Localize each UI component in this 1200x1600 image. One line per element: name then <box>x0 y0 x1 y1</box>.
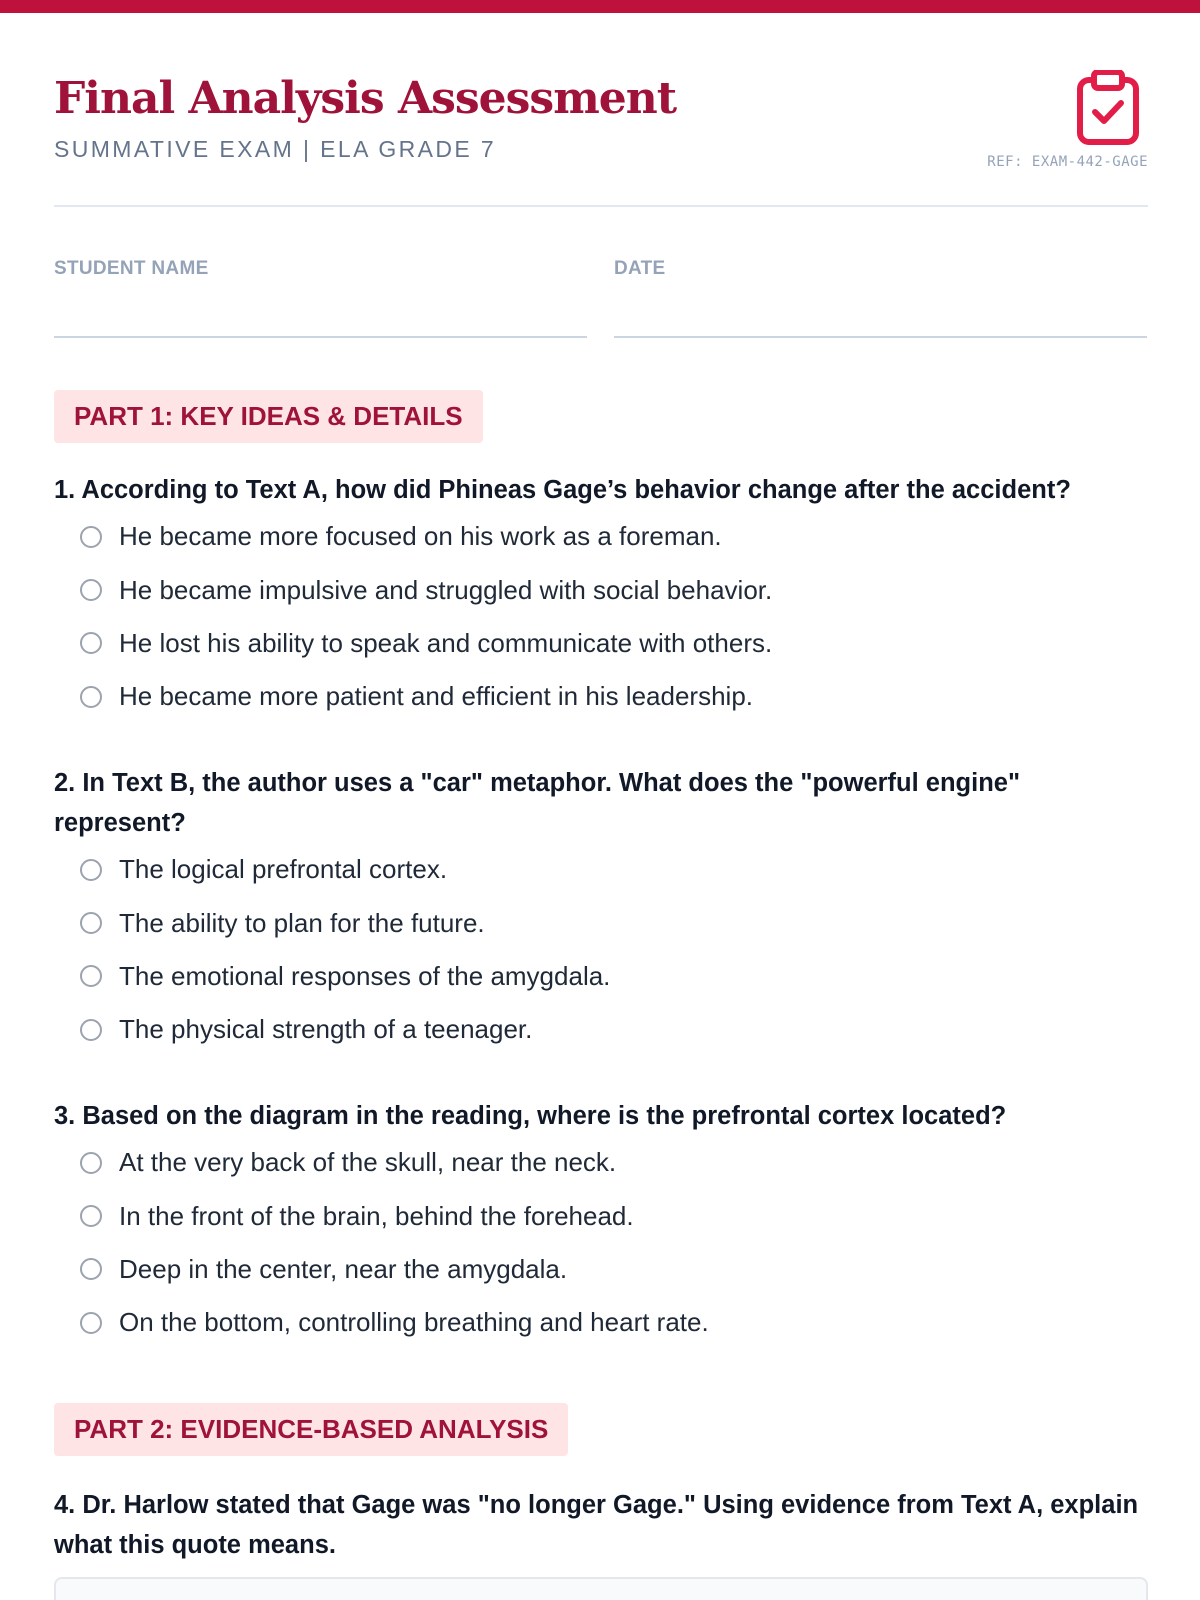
answer-options <box>54 843 1148 1057</box>
answer-option[interactable] <box>54 843 1148 896</box>
option-label: The logical prefrontal cortex. <box>119 854 448 885</box>
section-heading-part-1: PART 1: KEY IDEAS & DETAILS <box>54 390 483 443</box>
question-1 <box>54 470 1148 724</box>
radio-button[interactable] <box>80 1019 102 1041</box>
option-label: He lost his ability to speak and communicate with others. <box>119 627 773 658</box>
option-label: He became impulsive and struggled with social behavior. <box>119 574 773 605</box>
exam-subtitle: SUMMATIVE EXAM | ELA GRADE 7 <box>54 136 497 162</box>
radio-button[interactable] <box>80 1152 102 1174</box>
answer-option[interactable] <box>54 1189 1148 1242</box>
date-label: DATE <box>614 258 666 279</box>
option-label: At the very back of the skull, near the neck. <box>119 1147 617 1178</box>
question-text: 1. According to Text A, how did Phineas Gage’s behavior change after the accident? <box>54 476 1071 504</box>
answer-option[interactable] <box>54 950 1148 1003</box>
radio-button[interactable] <box>80 1312 102 1334</box>
option-label: The emotional responses of the amygdala. <box>119 960 611 991</box>
option-label: Deep in the center, near the amygdala. <box>119 1253 568 1284</box>
answer-option[interactable] <box>54 896 1148 949</box>
header-divider <box>54 205 1148 207</box>
answer-option[interactable] <box>54 510 1148 563</box>
answer-option[interactable] <box>54 1136 1148 1189</box>
question-2 <box>54 763 1148 1057</box>
radio-button[interactable] <box>80 1205 102 1227</box>
option-label: In the front of the brain, behind the forehead. <box>119 1200 634 1231</box>
radio-button[interactable] <box>80 579 102 601</box>
radio-button[interactable] <box>80 1258 102 1280</box>
answer-option[interactable] <box>54 563 1148 616</box>
option-label: The physical strength of a teenager. <box>119 1014 533 1045</box>
answer-option[interactable] <box>54 1243 1148 1296</box>
date-field[interactable] <box>614 258 1147 338</box>
option-label: The ability to plan for the future. <box>119 907 485 938</box>
radio-button[interactable] <box>80 965 102 987</box>
answer-option[interactable] <box>54 1296 1148 1349</box>
student-name-line[interactable] <box>54 336 587 338</box>
option-label: He became more focused on his work as a foreman. <box>119 521 722 552</box>
exam-header <box>54 66 1148 206</box>
answer-options <box>54 510 1148 724</box>
question-text: 2. In Text B, the author uses a "car" metaphor. What does the "powerful engine" represent? <box>54 769 1021 837</box>
question-3 <box>54 1096 1148 1350</box>
option-label: He became more patient and efficient in his leadership. <box>119 681 754 712</box>
radio-button[interactable] <box>80 912 102 934</box>
answer-options <box>54 1136 1148 1350</box>
radio-button[interactable] <box>80 859 102 881</box>
option-label: On the bottom, controlling breathing and heart rate. <box>119 1307 709 1338</box>
exam-reference-code: REF: EXAM-442-GAGE <box>987 154 1148 170</box>
page-title: Final Analysis Assessment <box>54 73 677 124</box>
radio-button[interactable] <box>80 686 102 708</box>
clipboard-check-icon <box>1076 70 1140 146</box>
question-text: 4. Dr. Harlow stated that Gage was "no longer Gage." Using evidence from Text A, explain what this quote means. <box>54 1491 1139 1559</box>
answer-option[interactable] <box>54 617 1148 670</box>
answer-option[interactable] <box>54 1003 1148 1056</box>
radio-button[interactable] <box>80 632 102 654</box>
top-accent-bar <box>0 0 1200 13</box>
answer-option[interactable] <box>54 670 1148 723</box>
question-4 <box>54 1485 1148 1565</box>
student-name-label: STUDENT NAME <box>54 258 209 279</box>
student-name-field[interactable] <box>54 258 587 338</box>
date-line[interactable] <box>614 336 1147 338</box>
section-heading-part-2: PART 2: EVIDENCE-BASED ANALYSIS <box>54 1403 568 1456</box>
answer-textarea[interactable] <box>54 1577 1148 1600</box>
question-text: 3. Based on the diagram in the reading, where is the prefrontal cortex located? <box>54 1102 1007 1130</box>
radio-button[interactable] <box>80 526 102 548</box>
